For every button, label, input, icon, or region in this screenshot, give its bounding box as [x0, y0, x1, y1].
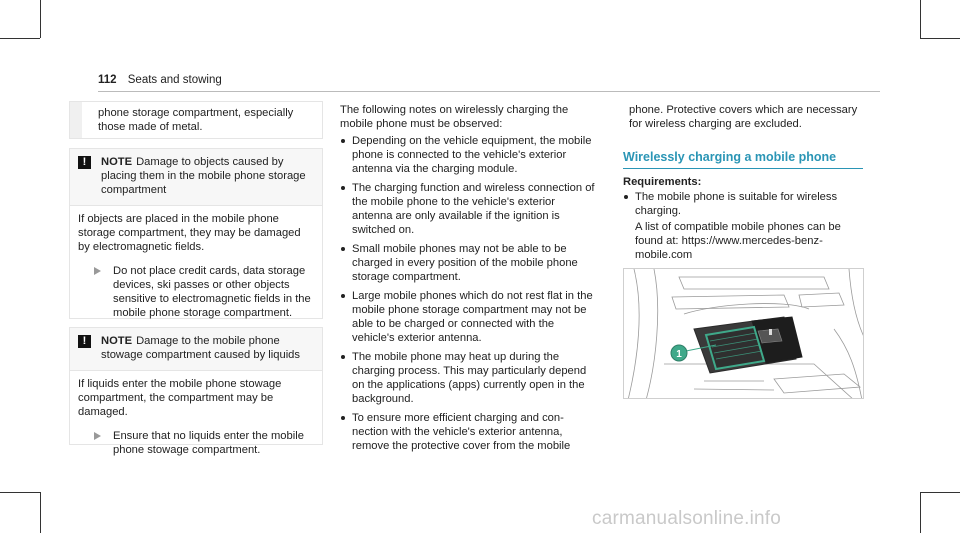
crop-mark — [920, 492, 921, 533]
instruction-step — [78, 264, 314, 320]
crop-mark — [0, 38, 40, 39]
crop-mark — [40, 492, 41, 533]
step-text: Ensure that no liquids enter the mobile phone stowage compartment. — [113, 430, 304, 456]
intro-text: The following notes on wirelessly charging the mobile phone must be observed: — [340, 104, 569, 130]
wireless-charging-figure — [623, 268, 864, 399]
section-heading: Wirelessly charging a mobile phone — [623, 150, 863, 169]
crop-mark — [0, 492, 40, 493]
crop-mark — [40, 0, 41, 38]
note-paragraph: If liquids enter the mobile phone stowage compartment, the compartment may be damaged. — [78, 378, 282, 418]
list-item: The mobile phone may heat up during the charging process. This may particularly depend on the applications (apps) currently open in the background. — [340, 350, 595, 406]
requirements-title: Requirements: — [623, 176, 702, 188]
watermark: carmanualsonline.info — [592, 508, 782, 529]
note-title: NOTE Damage to objects caused by placing them in the mobile phone storage compartment — [101, 156, 306, 196]
continued-note-box — [69, 101, 323, 139]
step-text: Do not place credit cards, data storage devices, ski passes or other objects sensitive to electromagnetic fields in the mobile phone storage compartment. — [113, 265, 311, 319]
continued-note-text: phone storage compartment, especially those made of metal. — [98, 107, 294, 133]
figure-callout-1: 1 — [676, 349, 682, 360]
notes-list — [340, 134, 595, 453]
note-header — [70, 328, 322, 370]
step-arrow-icon — [94, 267, 101, 275]
list-item: Depending on the vehicle equipment, the mobile phone is connected to the vehicle's exterior antenna via the charging module. — [340, 134, 595, 176]
compatible-phones-note: A list of compatible mobile phones can be found at: https://www.mercedes-benz-mobile.com — [635, 221, 841, 261]
header-divider — [98, 91, 880, 92]
crop-mark — [920, 0, 921, 38]
page-number: 112 — [98, 74, 117, 86]
warning-icon: ! — [78, 335, 91, 348]
instruction-step — [78, 429, 314, 457]
step-arrow-icon — [94, 432, 101, 440]
note-header — [70, 149, 322, 205]
list-item: The charging function and wireless connection of the mobile phone to the vehicle's exterior antenna are only available if the ignition is switched on. — [340, 181, 595, 237]
note-paragraph: If objects are placed in the mobile phone storage compartment, they may be damaged by electromagnetic fields. — [78, 213, 301, 253]
list-item: The mobile phone is suitable for wireless charging. A list of compatible mobile phones can be found at: https://www.mercedes-benz-mobile.com — [623, 190, 863, 262]
note-title: NOTE Damage to the mobile phone stowage compartment caused by liquids — [101, 335, 300, 361]
crop-mark — [920, 492, 960, 493]
warning-icon: ! — [78, 156, 91, 169]
requirements-block — [623, 175, 863, 264]
console-illustration — [624, 269, 864, 399]
column-middle — [340, 103, 595, 458]
list-item: Large mobile phones which do not rest flat in the mobile phone storage compartment may not be able to be charged or connected with the vehicle's exterior antenna. — [340, 289, 595, 345]
continued-text: phone. Protective covers which are necessary for wireless charging are excluded. — [629, 104, 858, 130]
note-box-objects — [69, 148, 323, 319]
list-item: To ensure more efficient charging and connection with the vehicle's exterior antenna, remove the protective cover from the mobile — [340, 411, 595, 453]
section-title: Seats and stowing — [127, 74, 222, 86]
requirements-list — [623, 190, 863, 262]
crop-mark — [920, 38, 960, 39]
column-right-top — [623, 103, 869, 131]
note-box-liquids — [69, 327, 323, 456]
page-header — [98, 74, 222, 86]
list-item: Small mobile phones may not be able to be charged in every position of the mobile phone storage compartment. — [340, 242, 595, 284]
